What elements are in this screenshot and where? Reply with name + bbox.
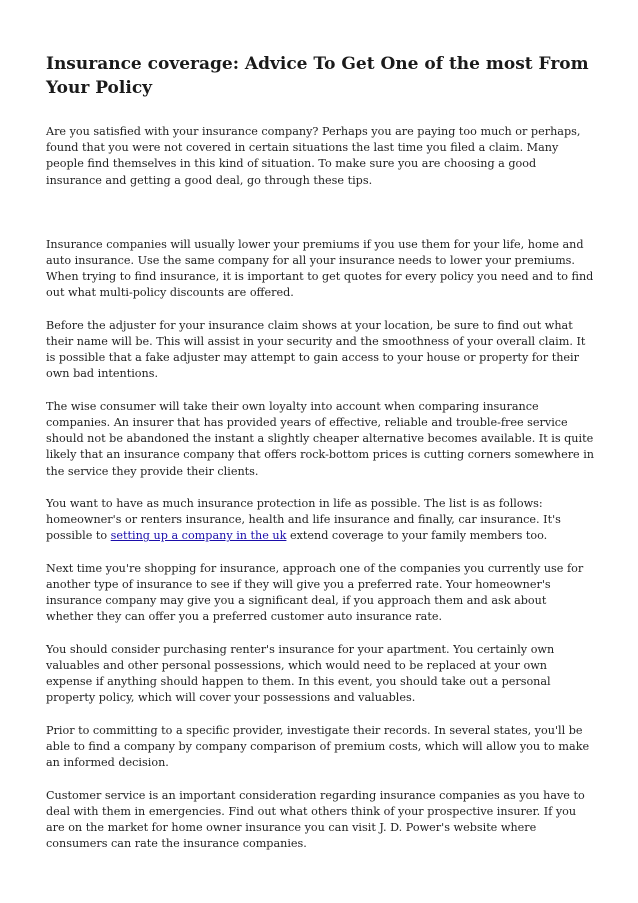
- body-paragraph: You should consider purchasing renter's insurance for your apartment. You certainly own valuables and other personal possessions, which would need to be replaced at your own expense if anything should happen to them. In this event, you should take out a personal property policy, which will cover your possessions and valuables.: [46, 642, 555, 705]
- body-paragraph: Customer service is an important consideration regarding insurance companies as you have to deal with them in emergencies. Find out what others think of your prospective insurer. If you are on the market for home owner insurance you can visit J. D. Power's website where consumers can rate the insurance companies.: [46, 788, 585, 851]
- link-paragraph-after: extend coverage to your family members too.: [286, 529, 548, 543]
- body-paragraph: Prior to committing to a specific provider, investigate their records. In several states, you'll be able to find a company by company comparison of premium costs, which will allow you to make an informed decision.: [46, 723, 590, 770]
- body-paragraph: Before the adjuster for your insurance claim shows at your location, be sure to find out what their name will be. This will assist in your security and the smoothness of your overall claim. It is possible that a fake adjuster may attempt to gain access to your house or property for their own bad intentions.: [46, 318, 586, 381]
- article-title: Insurance coverage: Advice To Get One of the most From Your Policy: [46, 54, 589, 98]
- company-setup-link[interactable]: setting up a company in the uk: [110, 529, 287, 543]
- body-paragraph: The wise consumer will take their own loyalty into account when comparing insurance companies. An insurer that has provided years of effective, reliable and trouble-free service should not be abandoned the instant a slightly cheaper alternative becomes available. It is quite likely that an insurance company that offers rock-bottom prices is cutting corners somewhere in the service they provide their clients.: [46, 399, 595, 478]
- intro-paragraph: Are you satisfied with your insurance company? Perhaps you are paying too much or perhaps, found that you were not covered in certain situations the last time you filed a claim. Many people find themselves in this kind of situation. To make sure you are choosing a good insurance and getting a good deal, go through these tips.: [46, 125, 581, 187]
- body-paragraph: Insurance companies will usually lower your premiums if you use them for your life, home and auto insurance. Use the same company for all your insurance needs to lower your premiums. When trying to find insurance, it is important to get quotes for every policy you need and to find out what multi-policy discounts are offered.: [46, 237, 594, 300]
- document-page: [46, 52, 594, 869]
- link-paragraph-before: You want to have as much insurance protection in life as possible. The list is as follows: homeowner's or renters insurance, health and life insurance and finally, car insurance. It's possible to: [46, 497, 561, 543]
- body-paragraph: Next time you're shopping for insurance, approach one of the companies you currently use for another type of insurance to see if they will give you a preferred rate. Your homeowner's insurance company may give you a significant deal, if you approach them and ask about whether they can offer you a preferred customer auto insurance rate.: [46, 561, 584, 624]
- link-paragraph: [46, 496, 594, 545]
